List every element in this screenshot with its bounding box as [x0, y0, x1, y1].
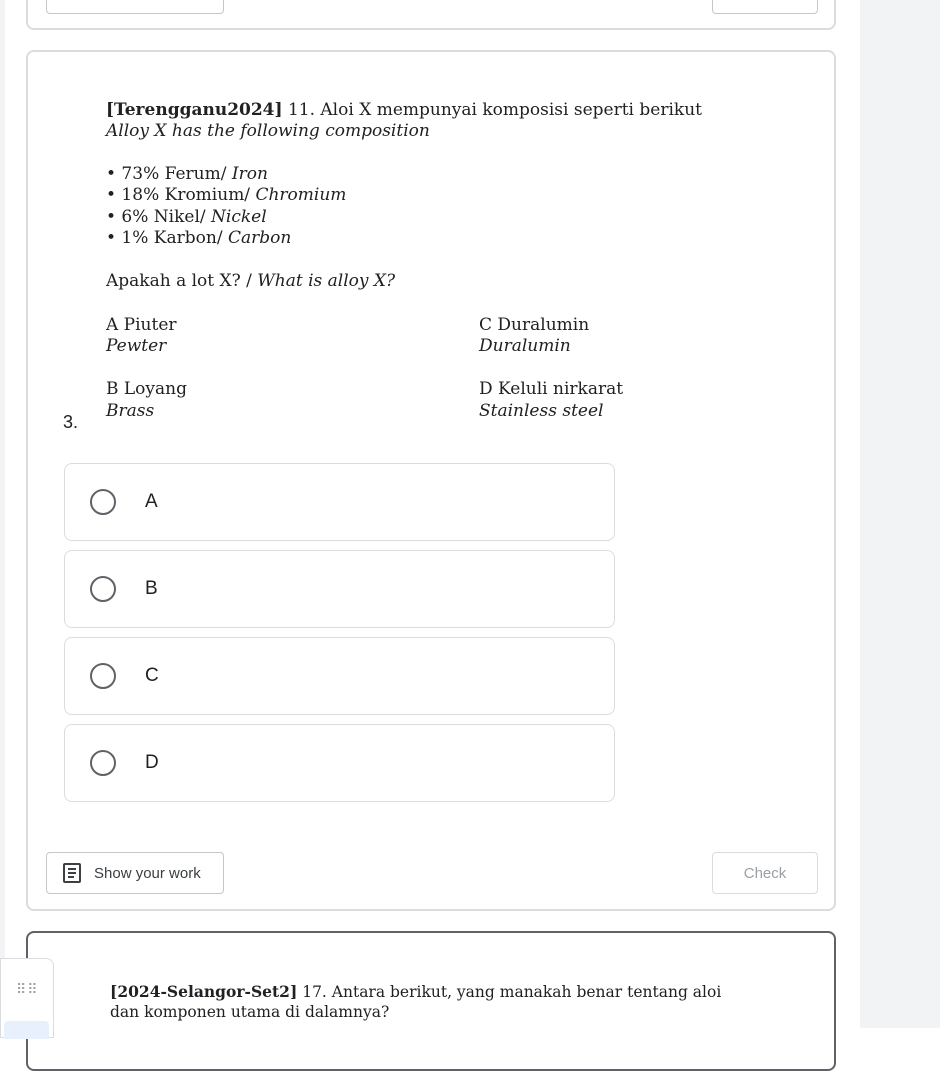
left-edge — [0, 0, 5, 1028]
composition-english: Carbon — [227, 228, 292, 248]
composition-item — [106, 228, 291, 249]
composition-malay: • 1% Karbon/ — [106, 228, 228, 248]
choice-d-malay: D Keluli nirkarat — [479, 379, 624, 399]
answer-option-b[interactable] — [64, 550, 615, 628]
choice-c-malay: C Duralumin — [479, 315, 590, 335]
stem-english: Alloy X has the following composition — [106, 121, 430, 141]
stem-malay: 11. Aloi X mempunyai komposisi seperti berikut — [282, 100, 702, 120]
composition-malay: • 18% Kromium/ — [106, 185, 256, 205]
next-question-card — [26, 931, 836, 1071]
show-work-button[interactable] — [46, 852, 224, 894]
notes-icon — [63, 863, 81, 883]
choice-a-english: Pewter — [106, 336, 167, 356]
ask-malay: Apakah a lot X? / — [106, 271, 258, 291]
choice-c-english: Duralumin — [479, 336, 571, 356]
prev-show-work-button[interactable] — [46, 0, 224, 14]
next-stem-line1: 17. Antara berikut, yang manakah benar tentang aloi — [297, 983, 722, 1001]
composition-malay: • 73% Ferum/ — [106, 164, 232, 184]
option-label: C — [145, 665, 159, 686]
radio-unchecked-icon[interactable] — [90, 663, 116, 689]
drag-widget-tab[interactable] — [4, 1021, 49, 1039]
composition-item — [106, 164, 268, 185]
drag-widget[interactable] — [0, 958, 54, 1038]
source-tag: [Terengganu2024] — [106, 100, 283, 120]
prev-check-button[interactable] — [712, 0, 818, 14]
right-side-panel — [860, 0, 940, 1028]
choice-b-malay: B Loyang — [106, 379, 187, 399]
question-stem — [106, 100, 702, 121]
answer-option-a[interactable] — [64, 463, 615, 541]
composition-english: Nickel — [211, 207, 267, 227]
option-label: D — [145, 752, 159, 773]
question-card — [26, 50, 836, 911]
question-ask — [106, 271, 395, 292]
choice-a-malay: A Piuter — [106, 315, 177, 335]
choice-d-english: Stainless steel — [479, 401, 604, 421]
next-stem-line2: dan komponen utama di dalamnya? — [110, 1003, 390, 1021]
next-question-stem — [110, 983, 721, 1001]
previous-question-card — [26, 0, 836, 30]
answer-option-d[interactable] — [64, 724, 615, 802]
check-button[interactable] — [712, 852, 818, 894]
composition-item — [106, 207, 267, 228]
composition-malay: • 6% Nikel/ — [106, 207, 212, 227]
radio-unchecked-icon[interactable] — [90, 750, 116, 776]
radio-unchecked-icon[interactable] — [90, 576, 116, 602]
show-work-label: Show your work — [94, 864, 201, 882]
ask-english: What is alloy X? — [257, 271, 396, 291]
next-source-tag: [2024-Selangor-Set2] — [110, 982, 298, 1001]
check-label: Check — [743, 864, 787, 882]
drag-dots-icon[interactable]: ⠿⠿ — [16, 981, 39, 997]
option-label: B — [145, 578, 158, 599]
choice-b-english: Brass — [106, 401, 155, 421]
composition-item — [106, 185, 346, 206]
radio-unchecked-icon[interactable] — [90, 489, 116, 515]
answer-option-c[interactable] — [64, 637, 615, 715]
option-label: A — [145, 491, 158, 512]
composition-english: Chromium — [255, 185, 347, 205]
composition-english: Iron — [231, 164, 268, 184]
question-number: 3. — [63, 412, 79, 432]
